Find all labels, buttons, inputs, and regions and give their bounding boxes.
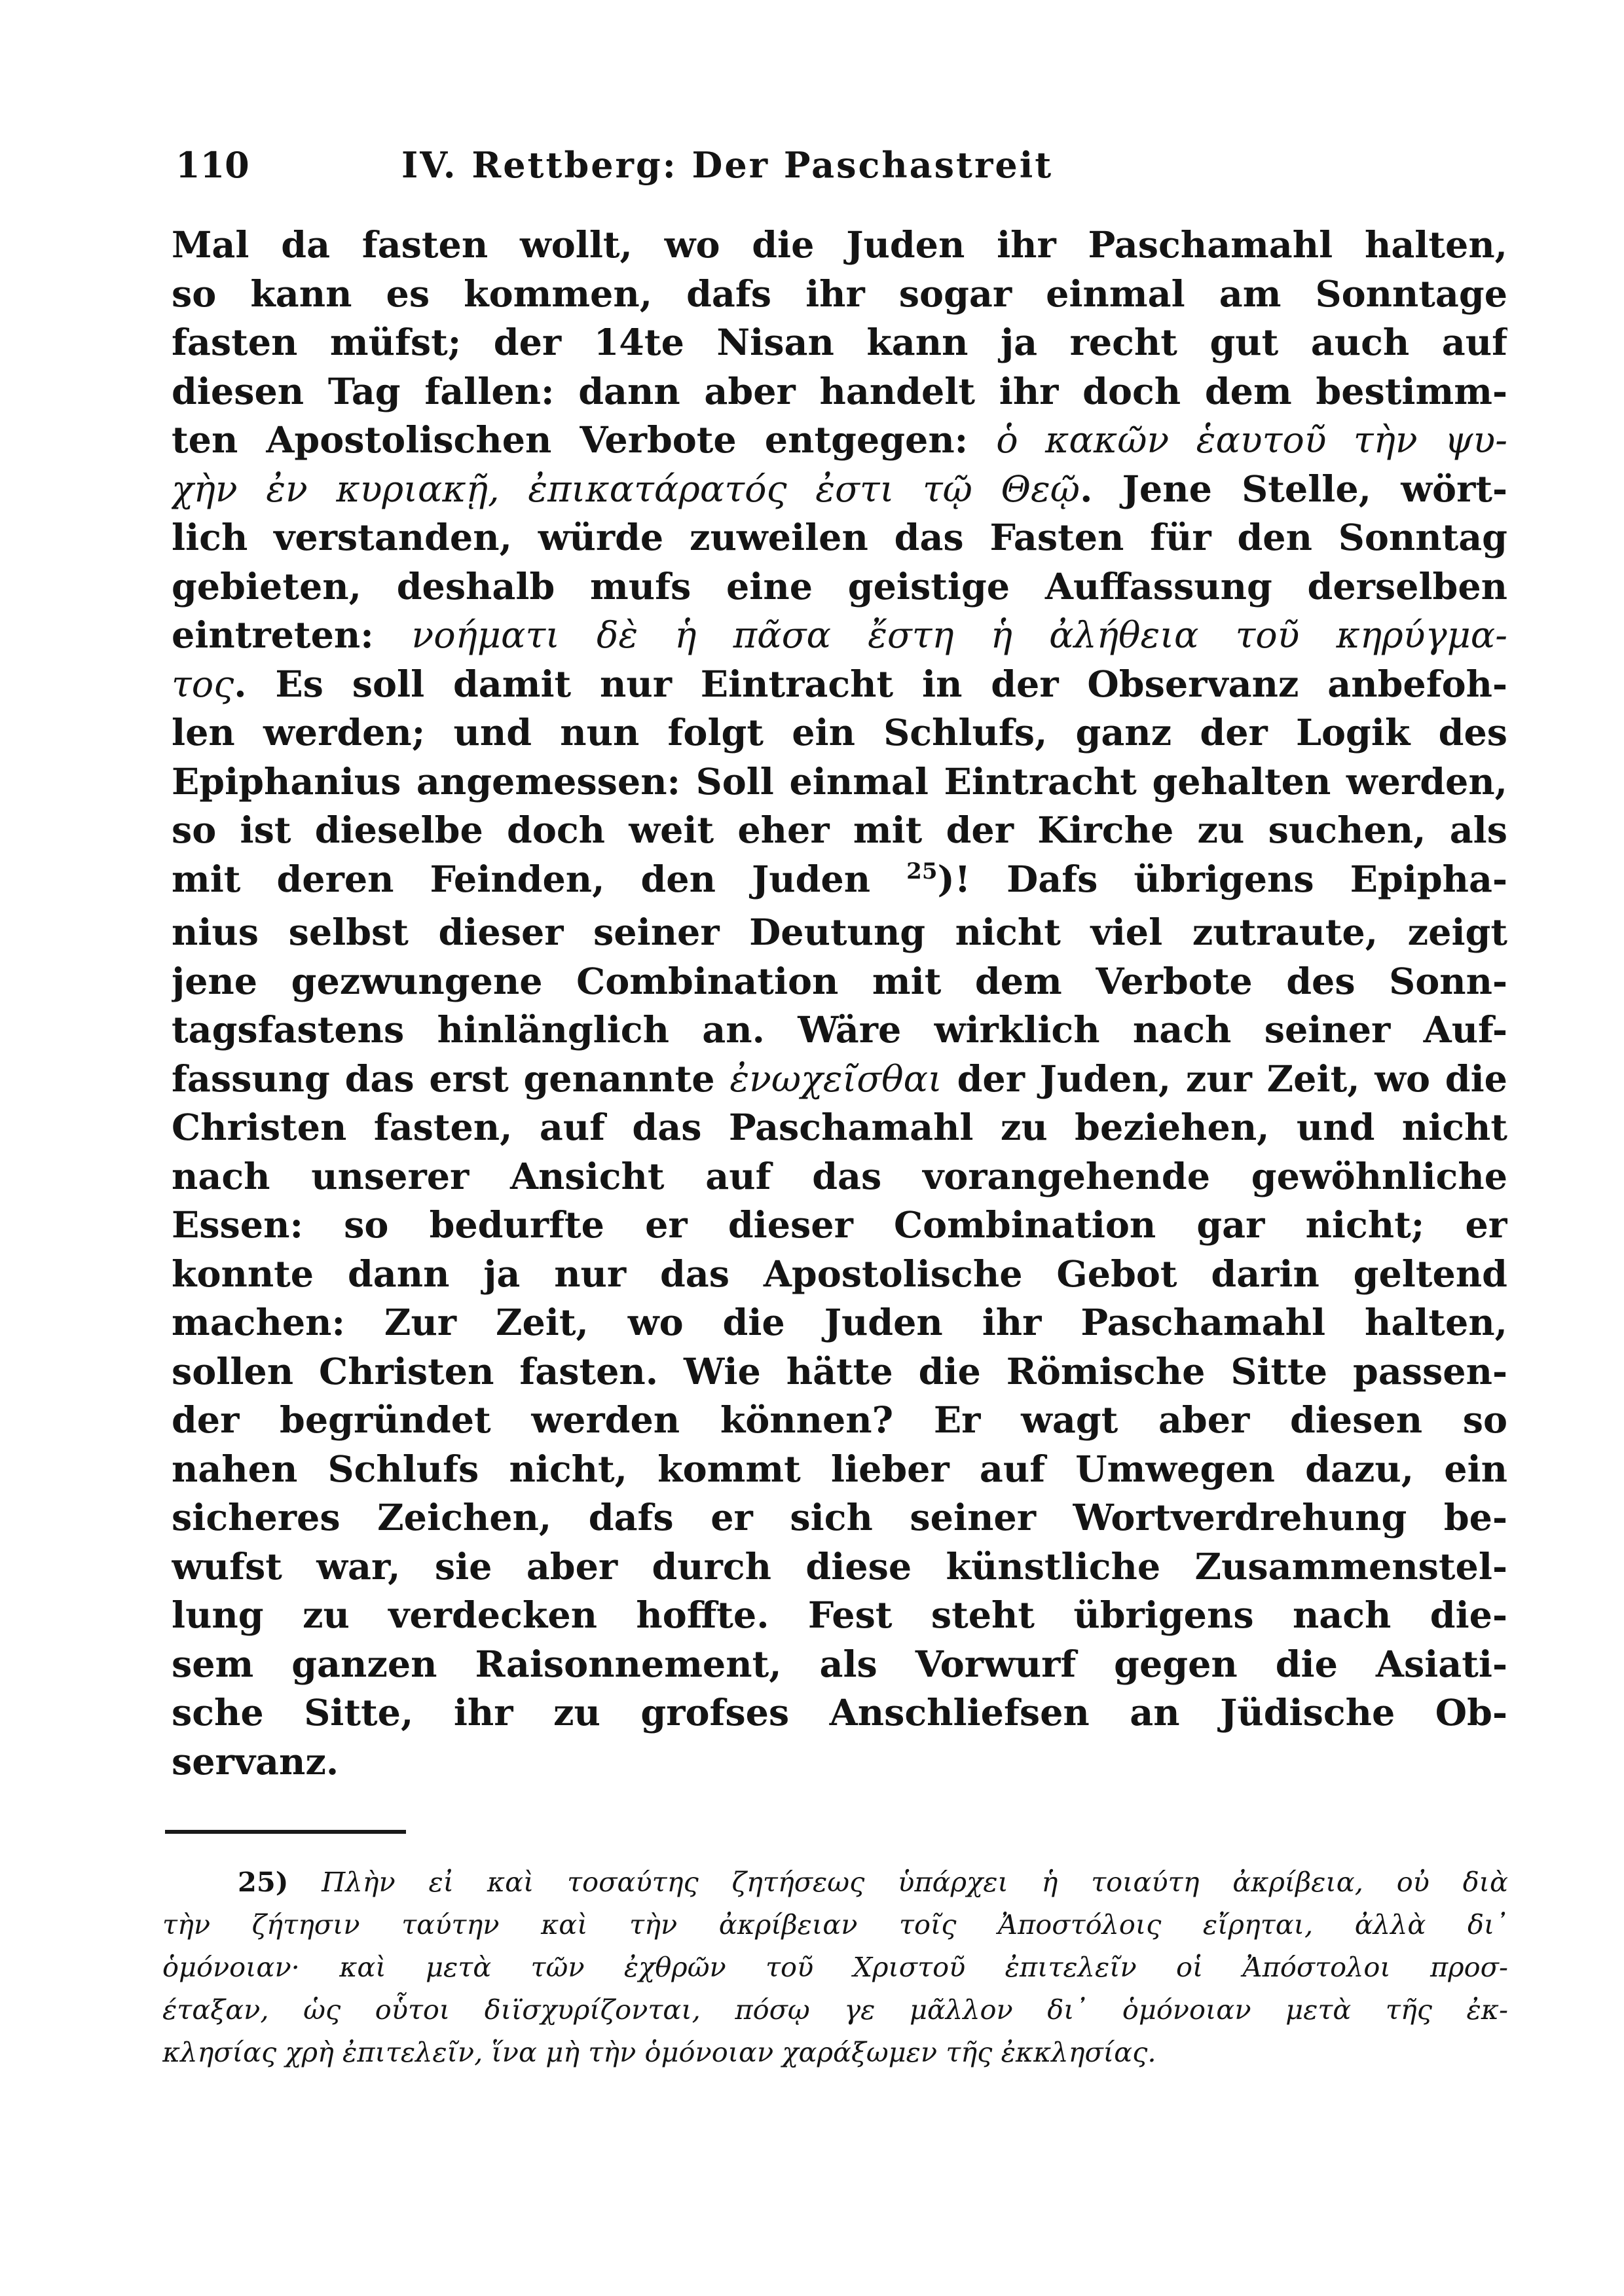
greek-word: ἐνωχεῖσθαι xyxy=(729,1057,942,1101)
text-segment: fassung das erst genannte xyxy=(172,1057,715,1101)
greek-quotation: τος xyxy=(172,663,234,706)
footnote-line: έταξαν, ὡς οὗτοι διϊσχυρίζονται, πόσῳ γε μᾶλλον δι᾽ ὁμόνοιαν μετὰ τῆς ἐκ- xyxy=(162,1994,1508,2026)
footnote-divider xyxy=(165,1830,406,1834)
text-line: Essen: so bedurfte er dieser Combination gar nicht; er xyxy=(172,1204,1507,1247)
text-line xyxy=(172,661,1507,710)
footnote-text: Πλὴν εἰ καὶ τοσαύτης ζητήσεως ὑπάρχει ἡ τοιαύτη ἀκρίβεια, οὐ διὰ xyxy=(322,1866,1508,1898)
footnote-line: κλησίας χρὴ ἐπιτελεῖν, ἵνα μὴ τὴν ὁμόνοιαν χαράξωμεν τῆς ἐκκλησίας. xyxy=(162,2036,1156,2068)
text-line xyxy=(172,416,1507,465)
running-head xyxy=(175,131,1289,190)
text-line xyxy=(172,1055,1507,1104)
text-line: jene gezwungene Combination mit dem Verbote des Sonn- xyxy=(172,960,1507,1003)
text-line: lung zu verdecken hoffte. Fest steht übrigens nach die- xyxy=(172,1594,1507,1637)
text-line: len werden; und nun folgt ein Schlufs, ganz der Logik des xyxy=(172,712,1507,754)
greek-quotation: ὁ κακῶν ἑαυτοῦ τὴν ψυ- xyxy=(996,419,1507,462)
text-line: machen: Zur Zeit, wo die Juden ihr Paschamahl halten, xyxy=(172,1302,1507,1344)
greek-quotation: νοήματι δὲ ἡ πᾶσα ἔστη ἡ ἀλήθεια τοῦ κηρύγμα- xyxy=(411,614,1507,657)
text-line: sem ganzen Raisonnement, als Vorwurf gegen die Asiati- xyxy=(172,1643,1507,1686)
text-line: fasten müfst; der 14te Nisan kann ja recht gut auch auf xyxy=(172,321,1507,364)
text-line: nach unserer Ansicht auf das vorangehende gewöhnliche xyxy=(172,1155,1507,1198)
text-segment: ten Apostolischen Verbote entgegen: xyxy=(172,419,969,462)
main-text xyxy=(172,221,1507,1787)
running-title: IV. Rettberg: Der Paschastreit xyxy=(401,144,1054,186)
text-segment: . Jene Stelle, wört- xyxy=(1080,467,1507,511)
text-segment: der Juden, zur Zeit, wo die xyxy=(957,1057,1507,1101)
page-number: 110 xyxy=(175,144,249,186)
text-line xyxy=(172,611,1507,661)
text-line xyxy=(172,856,1507,909)
text-line: sche Sitte, ihr zu grofses Anschliefsen an Jüdische Ob- xyxy=(172,1692,1507,1734)
text-line: so ist dieselbe doch weit eher mit der Kirche zu suchen, als xyxy=(172,809,1507,852)
text-line: so kann es kommen, dafs ihr sogar einmal am Sonntage xyxy=(172,272,1507,316)
text-line: gebieten, deshalb mufs eine geistige Auffassung derselben xyxy=(172,565,1507,608)
footnote-line xyxy=(162,1861,1508,1903)
text-line: Christen fasten, auf das Paschamahl zu beziehen, und nicht xyxy=(172,1106,1507,1149)
text-line xyxy=(172,465,1507,515)
text-line: lich verstanden, würde zuweilen das Fasten für den Sonntag xyxy=(172,517,1507,559)
text-line: sicheres Zeichen, dafs er sich seiner Wortverdrehung be- xyxy=(172,1497,1507,1539)
text-line: konnte dann ja nur das Apostolische Gebot darin geltend xyxy=(172,1252,1507,1296)
text-line: nahen Schlufs nicht, kommt lieber auf Umwegen dazu, ein xyxy=(172,1448,1507,1491)
text-line: diesen Tag fallen: dann aber handelt ihr doch dem bestimm- xyxy=(172,370,1507,413)
text-line: tagsfastens hinlänglich an. Wäre wirklich nach seiner Auf- xyxy=(172,1009,1507,1051)
footnote-marker: 25) xyxy=(238,1866,289,1898)
text-line: Mal da fasten wollt, wo die Juden ihr Paschamahl halten, xyxy=(172,224,1507,266)
footnote-reference[interactable]: 25 xyxy=(906,858,938,884)
text-line: servanz. xyxy=(172,1740,339,1783)
text-segment: )! Dafs übrigens Epipha- xyxy=(937,858,1507,901)
text-line: wufst war, sie aber durch diese künstliche Zusammenstel- xyxy=(172,1545,1507,1588)
text-segment: eintreten: xyxy=(172,614,374,657)
footnote-line: ὁμόνοιαν· καὶ μετὰ τῶν ἐχθρῶν τοῦ Χριστοῦ ἐπιτελεῖν οἱ Ἀπόστολοι προσ- xyxy=(162,1951,1508,1983)
text-line: Epiphanius angemessen: Soll einmal Eintracht gehalten werden, xyxy=(172,760,1507,803)
footnote-line: τὴν ζήτησιν ταύτην καὶ τὴν ἀκρίβειαν τοῖς Ἀποστόλοις εἴρηται, ἀλλὰ δι᾽ xyxy=(162,1908,1508,1941)
text-line: sollen Christen fasten. Wie hätte die Römische Sitte passen- xyxy=(172,1350,1507,1393)
footnote-block xyxy=(162,1861,1508,2073)
text-segment: mit deren Feinden, den Juden xyxy=(172,858,871,901)
text-line: der begründet werden können? Er wagt aber diesen so xyxy=(172,1399,1507,1442)
text-segment: . Es soll damit nur Eintracht in der Observanz anbefoh- xyxy=(234,663,1507,706)
text-line: nius selbst dieser seiner Deutung nicht viel zutraute, zeigt xyxy=(172,911,1507,954)
greek-quotation: χὴν ἐν κυριακῇ, ἐπικατάρατός ἐστι τῷ Θεῷ xyxy=(172,467,1080,511)
